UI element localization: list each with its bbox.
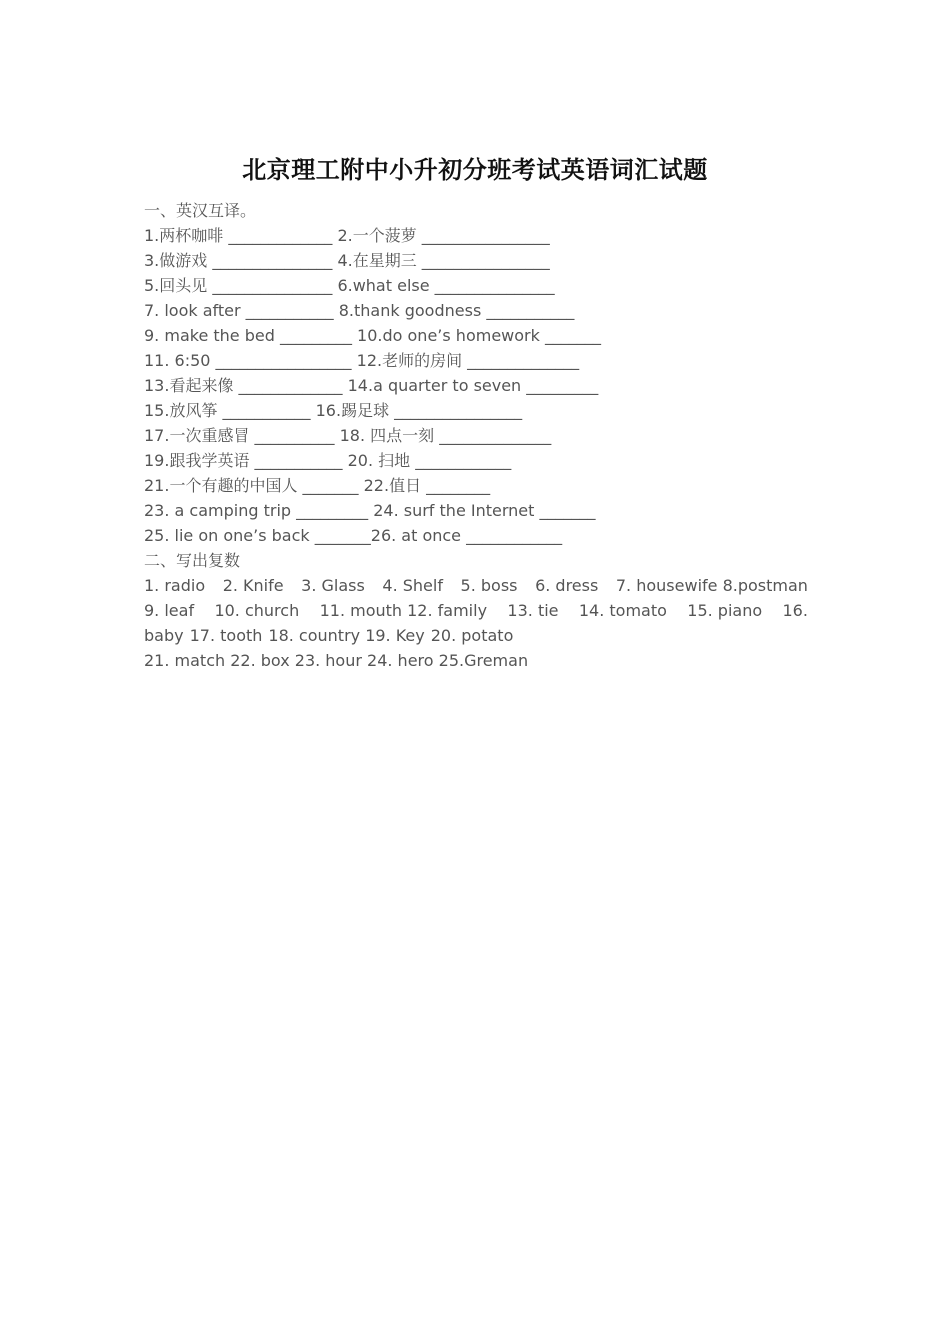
plural-row-3 — [144, 623, 808, 648]
plural-row-1 — [144, 573, 808, 598]
translation-item-line: 7. look after ___________ 8.thank goodness ___________ — [144, 301, 575, 320]
page-title: 北京理工附中小升初分班考试英语词汇试题 — [242, 155, 708, 184]
translation-item-line: 17.一次重感冒 __________ 18. 四点一刻 ______________ — [144, 426, 552, 445]
plural-item: 9. leaf — [144, 601, 195, 620]
plural-item: baby — [144, 626, 184, 645]
plural-item: 5. boss — [460, 576, 518, 595]
translation-item-line: 13.看起来像 _____________ 14.a quarter to seven _________ — [144, 376, 599, 395]
section-heading-plurals: 二、写出复数 — [144, 551, 241, 570]
plural-item: 10. church — [214, 601, 300, 620]
plural-item: 18. country 19. Key — [268, 626, 425, 645]
translation-item-line: 23. a camping trip _________ 24. surf the Internet _______ — [144, 501, 596, 520]
plural-item: 17. tooth — [189, 626, 263, 645]
translation-item-line: 21.一个有趣的中国人 _______ 22.值日 ________ — [144, 476, 491, 495]
exam-content — [144, 198, 808, 673]
plural-item: 11. mouth 12. family — [319, 601, 488, 620]
translation-item-line: 15.放风筝 ___________ 16.踢足球 ________________ — [144, 401, 523, 420]
plural-item: 7. housewife 8.postman — [615, 576, 808, 595]
plural-item: 16. — [782, 601, 808, 620]
plural-item: 15. piano — [687, 601, 763, 620]
plural-item: 1. radio — [144, 576, 206, 595]
translation-item-line: 3.做游戏 _______________ 4.在星期三 ________________ — [144, 251, 550, 270]
translation-item-line: 5.回头见 _______________ 6.what else _______________ — [144, 276, 555, 295]
plural-item: 20. potato — [430, 626, 514, 645]
plural-item: 13. tie — [507, 601, 559, 620]
section-heading-translation: 一、英汉互译。 — [144, 201, 257, 220]
translation-item-line: 19.跟我学英语 ___________ 20. 扫地 ____________ — [144, 451, 512, 470]
translation-item-line: 9. make the bed _________ 10.do one’s homework _______ — [144, 326, 601, 345]
plural-row-4: 21. match 22. box 23. hour 24. hero 25.Greman — [144, 651, 529, 670]
plural-item: 14. tomato — [578, 601, 667, 620]
translation-item-line: 25. lie on one’s back _______26. at once ____________ — [144, 526, 563, 545]
translation-item-line: 11. 6:50 _________________ 12.老师的房间 ______________ — [144, 351, 580, 370]
translation-item-line: 1.两杯咖啡 _____________ 2.一个菠萝 ________________ — [144, 226, 550, 245]
plural-item: 2. Knife — [222, 576, 284, 595]
plural-item: 3. Glass — [301, 576, 365, 595]
plural-row-2 — [144, 598, 808, 623]
plural-item: 4. Shelf — [382, 576, 443, 595]
plural-item: 6. dress — [535, 576, 599, 595]
